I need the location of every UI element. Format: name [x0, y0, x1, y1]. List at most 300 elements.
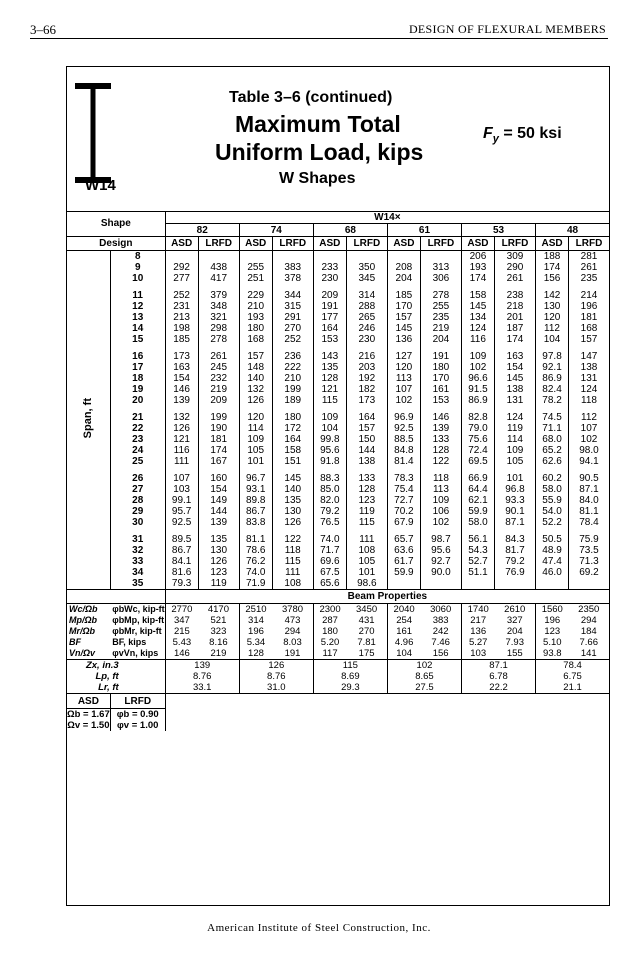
load-cell: 158: [272, 445, 313, 456]
load-cell: 123: [346, 495, 387, 506]
table-row: [67, 301, 609, 312]
load-cell: 139: [420, 423, 461, 434]
load-cell: 107: [387, 384, 420, 395]
span-value: 14: [110, 323, 165, 334]
load-cell: 145: [494, 373, 535, 384]
load-cell: 146: [420, 406, 461, 423]
load-cell: 65.7: [387, 528, 420, 545]
table-row: [67, 284, 609, 301]
beam-properties-label: Beam Properties: [165, 590, 609, 604]
table-row: [67, 545, 609, 556]
load-cell: 209: [198, 395, 239, 406]
span-value: 18: [110, 373, 165, 384]
bp-value: 2350: [578, 604, 600, 615]
load-cell: 98.7: [420, 528, 461, 545]
span-value: 28: [110, 495, 165, 506]
bp-value: 196: [544, 615, 561, 626]
bp-value: 2300: [319, 604, 341, 615]
beam-property-row: [67, 648, 609, 660]
load-cell: 255: [239, 262, 272, 273]
table-row: [67, 395, 609, 406]
footer: American Institute of Steel Construction, Inc.: [207, 922, 431, 934]
load-cell: 62.1: [462, 495, 495, 506]
table-row: [67, 251, 609, 263]
load-cell: 97.8: [536, 345, 569, 362]
span-axis-label: Span, ft: [67, 251, 110, 590]
load-cell: 235: [420, 312, 461, 323]
page-number: 3–66: [30, 22, 56, 37]
load-cell: 180: [272, 406, 313, 423]
load-cell: 160: [198, 467, 239, 484]
bp-asd-label: Wᴄ/Ωb: [69, 604, 98, 614]
bp-lrfd-label: φbMp, kip-ft: [112, 615, 165, 625]
load-cell: 107: [580, 423, 598, 434]
lr-label: Lr, ft: [67, 682, 165, 694]
load-cell: 128: [346, 484, 387, 495]
load-cell: 204: [420, 334, 461, 345]
bp-value: 521: [198, 615, 239, 626]
load-cell: 187: [494, 323, 535, 334]
load-cell: [387, 251, 420, 263]
load-cell: 95.7: [165, 506, 198, 517]
bp-value: 294: [580, 615, 597, 626]
load-cell: 60.2: [536, 467, 569, 484]
section-label: W14: [85, 177, 116, 194]
load-cell: 92.5: [165, 517, 198, 528]
load-cell: 91.5: [462, 384, 495, 395]
load-cell: 230: [346, 334, 387, 345]
load-cell: 133: [420, 434, 461, 445]
load-cell: 86.7: [165, 545, 198, 556]
load-cell: 109: [462, 345, 495, 362]
bp-value: 161: [396, 626, 413, 637]
load-cell: 128: [420, 445, 461, 456]
load-cell: 232: [198, 373, 239, 384]
load-cell: 261: [580, 262, 598, 273]
lrfd-header: LRFD: [494, 237, 535, 251]
bp-value: 1740: [467, 604, 489, 615]
span-value: 16: [110, 345, 165, 362]
load-cell: 109: [494, 445, 535, 456]
load-cell: 199: [272, 384, 313, 395]
bp-value: 219: [198, 648, 239, 660]
bp-value: 146: [173, 648, 190, 659]
load-cell: 81.1: [239, 528, 272, 545]
table-row: [67, 312, 609, 323]
load-cell: 348: [198, 301, 239, 312]
bp-value: 7.66: [579, 637, 598, 648]
load-cell: 164: [272, 434, 313, 445]
yield-stress: $F_y = 50$ ksi: [483, 125, 562, 146]
load-cell: 56.1: [462, 528, 495, 545]
table-row: [67, 384, 609, 395]
bp-value: 2510: [245, 604, 267, 615]
load-cell: 204: [387, 273, 420, 284]
load-cell: 50.5: [536, 528, 569, 545]
load-cell: 96.8: [494, 484, 535, 495]
load-cell: 131: [494, 395, 535, 406]
load-cell: 177: [313, 312, 346, 323]
load-cell: 231: [165, 301, 198, 312]
load-cell: 108: [272, 578, 313, 590]
load-cell: 139: [198, 517, 239, 528]
load-cell: 157: [346, 423, 387, 434]
load-cell: 153: [420, 395, 461, 406]
load-cell: 265: [346, 312, 387, 323]
bp-value: 327: [494, 615, 535, 626]
load-cell: 58.0: [536, 484, 569, 495]
bp-value: 4170: [198, 604, 239, 616]
load-cell: 157: [387, 312, 420, 323]
load-cell: 198: [165, 323, 198, 334]
asd-header: ASD: [313, 237, 346, 251]
span-value: 21: [110, 406, 165, 423]
bp-value: 184: [580, 626, 597, 637]
load-cell: 298: [198, 323, 239, 334]
running-head: DESIGN OF FLEXURAL MEMBERS: [408, 22, 606, 36]
load-cell: 121: [165, 434, 198, 445]
load-cell: 74.5: [536, 406, 569, 423]
load-cell: 154: [494, 362, 535, 373]
bp-value: 3060: [420, 604, 461, 616]
load-cell: 209: [313, 284, 346, 301]
load-cell: 153: [313, 334, 346, 345]
load-cell: 63.6: [387, 545, 420, 556]
table-row: [67, 406, 609, 423]
bp-value: 270: [346, 626, 387, 637]
load-cell: 104: [536, 334, 569, 345]
load-cell: 144: [346, 445, 387, 456]
load-cell: 321: [198, 312, 239, 323]
load-cell: 72.7: [387, 495, 420, 506]
asd-header: ASD: [536, 237, 569, 251]
load-cell: 120: [239, 406, 272, 423]
load-cell: 98.6: [346, 578, 387, 590]
phi-b: φb = 0.90: [110, 709, 165, 721]
load-cell: 102: [462, 362, 495, 373]
load-cell: 146: [165, 384, 198, 395]
load-cell: 101: [494, 467, 535, 484]
load-cell: 144: [198, 506, 239, 517]
load-cell: 86.7: [239, 506, 272, 517]
span-value: 34: [110, 567, 165, 578]
bp-value: 294: [272, 626, 313, 637]
load-cell: 139: [165, 395, 198, 406]
load-cell: 214: [580, 290, 598, 301]
load-cell: 246: [346, 323, 387, 334]
load-cell: 182: [346, 384, 387, 395]
load-cell: 126: [165, 423, 198, 434]
load-cell: 185: [165, 334, 198, 345]
load-cell: 71.1: [536, 423, 569, 434]
load-cell: [239, 251, 272, 263]
bp-value: 175: [346, 648, 387, 660]
load-cell: 181: [580, 312, 598, 323]
load-cell: 47.4: [536, 556, 569, 567]
load-cell: [198, 251, 239, 263]
table-row: [67, 323, 609, 334]
load-cell: 127: [387, 345, 420, 362]
load-cell: 174: [198, 445, 239, 456]
span-value: 15: [110, 334, 165, 345]
lrfd-header: LRFD: [420, 237, 461, 251]
load-cell: 79.0: [462, 423, 495, 434]
key-lrfd: LRFD: [110, 694, 165, 709]
load-cell: 88.5: [387, 434, 420, 445]
key-asd: ASD: [67, 694, 110, 709]
load-cell: 93.3: [494, 495, 535, 506]
load-cell: 138: [494, 384, 535, 395]
load-cell: 82.8: [462, 406, 495, 423]
load-cell: 58.0: [462, 517, 495, 528]
table-row: [67, 495, 609, 506]
load-cell: 109: [420, 495, 461, 506]
load-cell: [568, 578, 609, 590]
load-cell: 99.1: [165, 495, 198, 506]
load-table: [67, 211, 609, 731]
bp-asd-label: BF: [69, 637, 81, 647]
span-value: 12: [110, 301, 165, 312]
load-cell: 138: [580, 362, 598, 373]
load-cell: 236: [272, 345, 313, 362]
load-cell: 74.0: [239, 567, 272, 578]
load-cell: 112: [581, 412, 597, 423]
load-cell: 138: [346, 456, 387, 467]
load-cell: 119: [494, 423, 535, 434]
load-cell: 277: [165, 273, 198, 284]
bp-value: 242: [420, 626, 461, 637]
bp-value: 180: [322, 626, 338, 637]
weight-header: 48: [536, 224, 609, 237]
load-cell: 90.5: [579, 473, 599, 484]
load-cell: 185: [387, 284, 420, 301]
load-cell: 154: [198, 484, 239, 495]
load-cell: 133: [346, 467, 387, 484]
load-cell: [272, 251, 313, 263]
load-cell: 130: [536, 301, 569, 312]
load-cell: 154: [165, 373, 198, 384]
load-cell: 168: [580, 323, 598, 334]
load-cell: 71.3: [579, 556, 599, 567]
span-value: 32: [110, 545, 165, 556]
load-cell: 54.0: [536, 506, 569, 517]
bp-asd-label: Vn/Ωv: [69, 648, 96, 658]
load-cell: 109: [313, 406, 346, 423]
load-cell: 75.4: [387, 484, 420, 495]
load-cell: 76.5: [313, 517, 346, 528]
load-cell: 145: [387, 323, 420, 334]
load-cell: 78.3: [387, 467, 420, 484]
bp-value: 204: [494, 626, 535, 637]
load-cell: 170: [420, 373, 461, 384]
load-cell: 229: [239, 284, 272, 301]
load-cell: 219: [198, 384, 239, 395]
load-cell: 81.7: [494, 545, 535, 556]
bp-value: 2770: [171, 604, 193, 615]
load-cell: 309: [494, 251, 535, 263]
load-cell: 131: [580, 373, 598, 384]
load-cell: 148: [239, 362, 272, 373]
asd-header: ASD: [239, 237, 272, 251]
bp-value: 103: [470, 648, 487, 659]
lr-value: 29.3: [313, 682, 387, 694]
load-cell: 114: [239, 423, 272, 434]
load-cell: 52.7: [462, 556, 495, 567]
bp-value: 4.96: [394, 637, 414, 648]
load-cell: 104: [313, 423, 346, 434]
weight-header: 53: [462, 224, 536, 237]
load-cell: 235: [580, 273, 598, 284]
load-cell: 173: [346, 395, 387, 406]
load-cell: 95.6: [420, 545, 461, 556]
load-cell: 417: [198, 273, 239, 284]
load-cell: 142: [536, 284, 569, 301]
table-row: [67, 334, 609, 345]
load-cell: 190: [198, 423, 239, 434]
load-cell: 130: [272, 506, 313, 517]
load-cell: 344: [272, 284, 313, 301]
weight-header: 82: [165, 224, 239, 237]
span-value: 19: [110, 384, 165, 395]
bp-value: 215: [173, 626, 190, 637]
asd-header: ASD: [165, 237, 198, 251]
load-cell: [420, 251, 461, 263]
load-cell: 94.1: [579, 456, 599, 467]
load-cell: 62.6: [536, 456, 569, 467]
load-cell: 149: [198, 495, 239, 506]
load-cell: 79.2: [313, 506, 346, 517]
load-cell: 278: [198, 334, 239, 345]
load-cell: 158: [462, 284, 495, 301]
load-cell: 78.2: [536, 395, 569, 406]
load-cell: 278: [420, 284, 461, 301]
load-cell: 82.0: [313, 495, 346, 506]
weight-header: 74: [239, 224, 313, 237]
load-cell: 290: [494, 262, 535, 273]
bp-value: 287: [322, 615, 338, 626]
bp-value: 2610: [494, 604, 535, 616]
load-cell: 86.9: [536, 373, 569, 384]
load-cell: 124: [580, 384, 598, 395]
load-cell: 84.0: [579, 495, 599, 506]
bp-value: 123: [544, 626, 561, 637]
load-cell: 92.5: [387, 423, 420, 434]
load-cell: 245: [198, 362, 239, 373]
lrfd-header: LRFD: [272, 237, 313, 251]
bp-value: 117: [322, 648, 338, 659]
bp-value: 3450: [346, 604, 387, 616]
table-frame: [66, 66, 610, 906]
load-cell: 438: [198, 262, 239, 273]
load-cell: 64.4: [462, 484, 495, 495]
load-cell: 115: [313, 395, 346, 406]
load-cell: 71.7: [313, 545, 346, 556]
weight-header: 68: [313, 224, 387, 237]
load-cell: 121: [313, 384, 346, 395]
load-cell: 73.5: [579, 545, 599, 556]
load-cell: 71.9: [239, 578, 272, 590]
load-cell: 136: [387, 334, 420, 345]
load-cell: 99.8: [313, 434, 346, 445]
load-cell: 89.5: [165, 528, 198, 545]
lp-label: Lp, ft: [67, 671, 165, 682]
load-cell: 118: [272, 545, 313, 556]
load-cell: [494, 578, 535, 590]
bp-value: 2040: [393, 604, 415, 615]
table-row: [67, 517, 609, 528]
span-value: 31: [110, 528, 165, 545]
load-cell: 83.8: [239, 517, 272, 528]
bp-value: 5.20: [320, 637, 340, 648]
zx-value: 139: [165, 660, 239, 672]
load-cell: 72.4: [462, 445, 495, 456]
load-cell: 291: [272, 312, 313, 323]
table-row: [67, 423, 609, 434]
load-cell: 135: [272, 495, 313, 506]
span-value: 20: [110, 395, 165, 406]
load-cell: 76.2: [239, 556, 272, 567]
header-rule: [30, 38, 608, 39]
load-cell: 222: [272, 362, 313, 373]
load-cell: 157: [580, 334, 598, 345]
lp-value: 8.65: [387, 671, 461, 682]
load-cell: 163: [494, 345, 535, 362]
load-cell: 111: [272, 567, 313, 578]
load-cell: 116: [165, 445, 198, 456]
load-cell: 219: [420, 323, 461, 334]
table-row: [67, 484, 609, 495]
load-cell: 218: [494, 301, 535, 312]
bp-value: 7.93: [494, 637, 535, 648]
bp-value: 431: [346, 615, 387, 626]
load-cell: 201: [494, 312, 535, 323]
load-cell: 188: [536, 251, 569, 263]
load-cell: 192: [346, 373, 387, 384]
load-cell: 233: [313, 262, 346, 273]
load-cell: 173: [165, 345, 198, 362]
bp-value: 323: [198, 626, 239, 637]
load-cell: 172: [272, 423, 313, 434]
table-row: [67, 578, 609, 590]
title-line-2: Uniform Load, kips: [215, 139, 424, 165]
load-cell: [346, 251, 387, 263]
omega-v: Ωv = 1.50: [67, 720, 110, 731]
load-cell: 54.3: [462, 545, 495, 556]
bp-value: 347: [173, 615, 190, 626]
load-cell: 168: [239, 334, 272, 345]
load-cell: 84.1: [165, 556, 198, 567]
load-cell: 51.1: [462, 567, 495, 578]
lp-value: 6.75: [563, 671, 582, 682]
load-cell: 135: [313, 362, 346, 373]
span-value: 13: [110, 312, 165, 323]
load-cell: 270: [272, 323, 313, 334]
load-cell: 126: [239, 395, 272, 406]
lr-value: 27.5: [387, 682, 461, 694]
load-cell: 107: [165, 467, 198, 484]
title-line-1: Maximum Total: [235, 111, 401, 137]
bp-value: 217: [470, 615, 487, 626]
load-cell: 180: [420, 362, 461, 373]
table-row: [67, 528, 609, 545]
shape-family: W14×: [165, 211, 609, 224]
bp-value: 5.34: [246, 637, 266, 648]
span-value: 33: [110, 556, 165, 567]
load-cell: 314: [346, 284, 387, 301]
span-value: 27: [110, 484, 165, 495]
span-value: 17: [110, 362, 165, 373]
load-cell: 128: [313, 373, 346, 384]
